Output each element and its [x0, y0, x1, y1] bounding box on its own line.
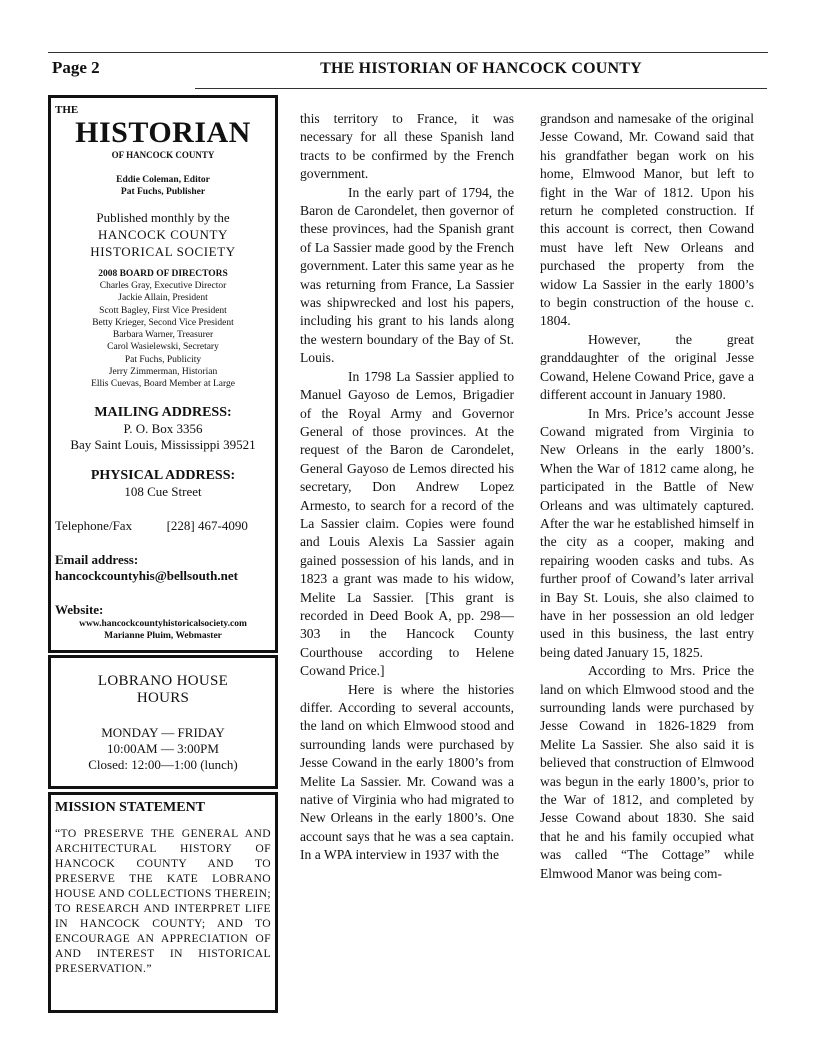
hours-box [48, 655, 278, 789]
mission-box [48, 792, 278, 1013]
article-paragraph: grandson and namesake of the original Jesse Cowand, Mr. Cowand said that his grandfather began work on his home, Elmwood Manor, but left to fight in the War of 1812. Upon his return he completed construction. If this account is correct, then Cowand must have left New Orleans and purchased the property from the widow La Sassier in the early 1800’s to begin construction of the house c. 1804. [540, 111, 754, 329]
hours-title-line2: HOURS [136, 690, 190, 706]
society-name-line2: HISTORICAL SOCIETY [90, 244, 236, 259]
editor-credit: Eddie Coleman, Editor [116, 175, 210, 185]
article-paragraph: However, the great granddaughter of the original Jesse Cowand, Helene Cowand Price, gave a different account in January 1980. [540, 331, 754, 403]
mailing-address-line2: Bay Saint Louis, Mississippi 39521 [70, 436, 256, 452]
board-member: Betty Krieger, Second Vice President [92, 317, 234, 328]
publisher-credit: Pat Fuchs, Publisher [120, 187, 206, 197]
physical-address-heading: PHYSICAL ADDRESS: [90, 467, 236, 483]
hours-days: MONDAY — FRIDAY [101, 725, 225, 740]
website-label: Website: [55, 601, 104, 617]
board-member: Jerry Zimmerman, Historian [108, 367, 218, 378]
telephone-row [51, 518, 275, 534]
article-paragraph: In the early part of 1794, the Baron de Carondelet, then governor of these provinces, had the Spanish grant of La Sassier made good by the French government. Later this same year as he was returning from France, La Sassier was shipwrecked and lost his papers, including his grant to his lands along the western boundary of the Bay of St. Louis. [300, 184, 514, 366]
article-paragraph: this territory to France, it was necessary for all these Spanish land tracts to be confirmed by the French government. [300, 111, 514, 182]
mission-text: “TO PRESERVE THE GENERAL AND ARCHITECTURAL HISTORY OF HANCOCK COUNTY AND TO PRESERVE THE KATE LOBRANO HOUSE AND COLLECTIONS THEREIN; TO RESEARCH AND INTERPRET LIFE IN HANCOCK COUNTY; AND TO ENCOURAGE AN APPRECIATION OF AND INTEREST IN HISTORICAL PRESERVATION.” [55, 827, 271, 975]
mission-heading: MISSION STATEMENT [55, 800, 206, 815]
board-heading: 2008 BOARD OF DIRECTORS [98, 269, 228, 279]
board-member: Pat Fuchs, Publicity [124, 354, 202, 365]
published-by: Published monthly by the [96, 210, 230, 225]
article-paragraph: According to Mrs. Price the land on which Elmwood stood and the surrounding lands were purchased by Jesse Cowand in 1826-1829 from Melite La Sassier. She also said it is believed that construction of Elmwood was begun in the early 1800’s, prior to the War of 1812, and completed by Jesse Cowand about 1830. She said that he and his family occupied what was called “The Cottage” while Elmwood Manor was being com- [540, 663, 754, 881]
society-name-line1: HANCOCK COUNTY [97, 227, 229, 242]
webmaster-credit: Marianne Pluim, Webmaster [104, 630, 222, 641]
email-label: Email address: [55, 551, 139, 567]
email-address[interactable]: hancockcountyhis@bellsouth.net [55, 567, 238, 583]
mailing-address-heading: MAILING ADDRESS: [94, 404, 232, 420]
masthead-box [48, 95, 278, 653]
board-member: Carol Wasielewski, Secretary [107, 342, 219, 353]
mailing-address-line1: P. O. Box 3356 [123, 420, 203, 436]
website-url[interactable]: www.hancockcountyhistoricalsociety.com [79, 618, 247, 629]
header-bottom-rule [195, 88, 767, 89]
telephone-number: [228] 467-4090 [166, 517, 248, 533]
hours-time: 10:00AM — 3:00PM [107, 741, 219, 756]
board-member: Scott Bagley, First Vice President [99, 305, 227, 316]
board-member: Jackie Allain, President [118, 293, 208, 304]
page-number: Page 2 [52, 58, 100, 77]
physical-address-line: 108 Cue Street [124, 483, 202, 499]
telephone-label: Telephone/Fax [55, 517, 133, 533]
hours-title-line1: LOBRANO HOUSE [97, 673, 229, 689]
hours-closed: Closed: 12:00—1:00 (lunch) [88, 757, 238, 772]
board-member: Charles Gray, Executive Director [99, 281, 227, 291]
header-top-rule [48, 52, 768, 53]
masthead-of-hancock-county: OF HANCOCK COUNTY [111, 150, 215, 160]
article-paragraph: In Mrs. Price’s account Jesse Cowand migrated from Virginia to New Orleans in the early 1800’s. When the War of 1812 came along, he participated in the Battle of New Orleans and was ultimately captured. After the war he established himself in the city as a cooper, making and repairing wooden casks and tubs. As further proof of Cowand’s later arrival in Bay St. Louis, she also claimed to have in her possession an old ledger used in this business, the last entry being dated January 15, 1825. [540, 405, 754, 660]
article-paragraph: In 1798 La Sassier applied to Manuel Gayoso de Lemos, Brigadier of the Royal Army and Governor General of those provinces. At the request of the Baron de Carondelet, General Gayoso de Lemos directed his secretary, Don Andrew Lopez Armesto, to search for a record of the La Sassier claim. Copies were found and Louis Alexis La Sassier again gained possession of his lands, and in 1823 a grant was made to his widow, Melite La Sassier. [This grant is recorded in Deed Book A, pp. 298—303 in the Hancock County Courthouse according to Helene Cowand Price.] [300, 368, 514, 679]
article-column-2 [540, 110, 754, 883]
masthead-historian: HISTORIAN [75, 116, 251, 149]
masthead-the: THE [55, 104, 79, 116]
board-member: Ellis Cuevas, Board Member at Large [91, 379, 235, 390]
board-member: Barbara Warner, Treasurer [112, 330, 214, 341]
article-paragraph: Here is where the histories differ. According to several accounts, the land on which Elmwood stood and surrounding lands were purchased by Jesse Cowand in the early 1800’s from Melite La Sassier. Mr. Cowand was a native of Virginia who had migrated to New Orleans in the early 1800’s. One account says that he was a sea captain. In a WPA interview in 1937 with the [300, 681, 514, 863]
article-column-1 [300, 110, 514, 865]
newsletter-title: THE HISTORIAN OF HANCOCK COUNTY [320, 60, 642, 77]
